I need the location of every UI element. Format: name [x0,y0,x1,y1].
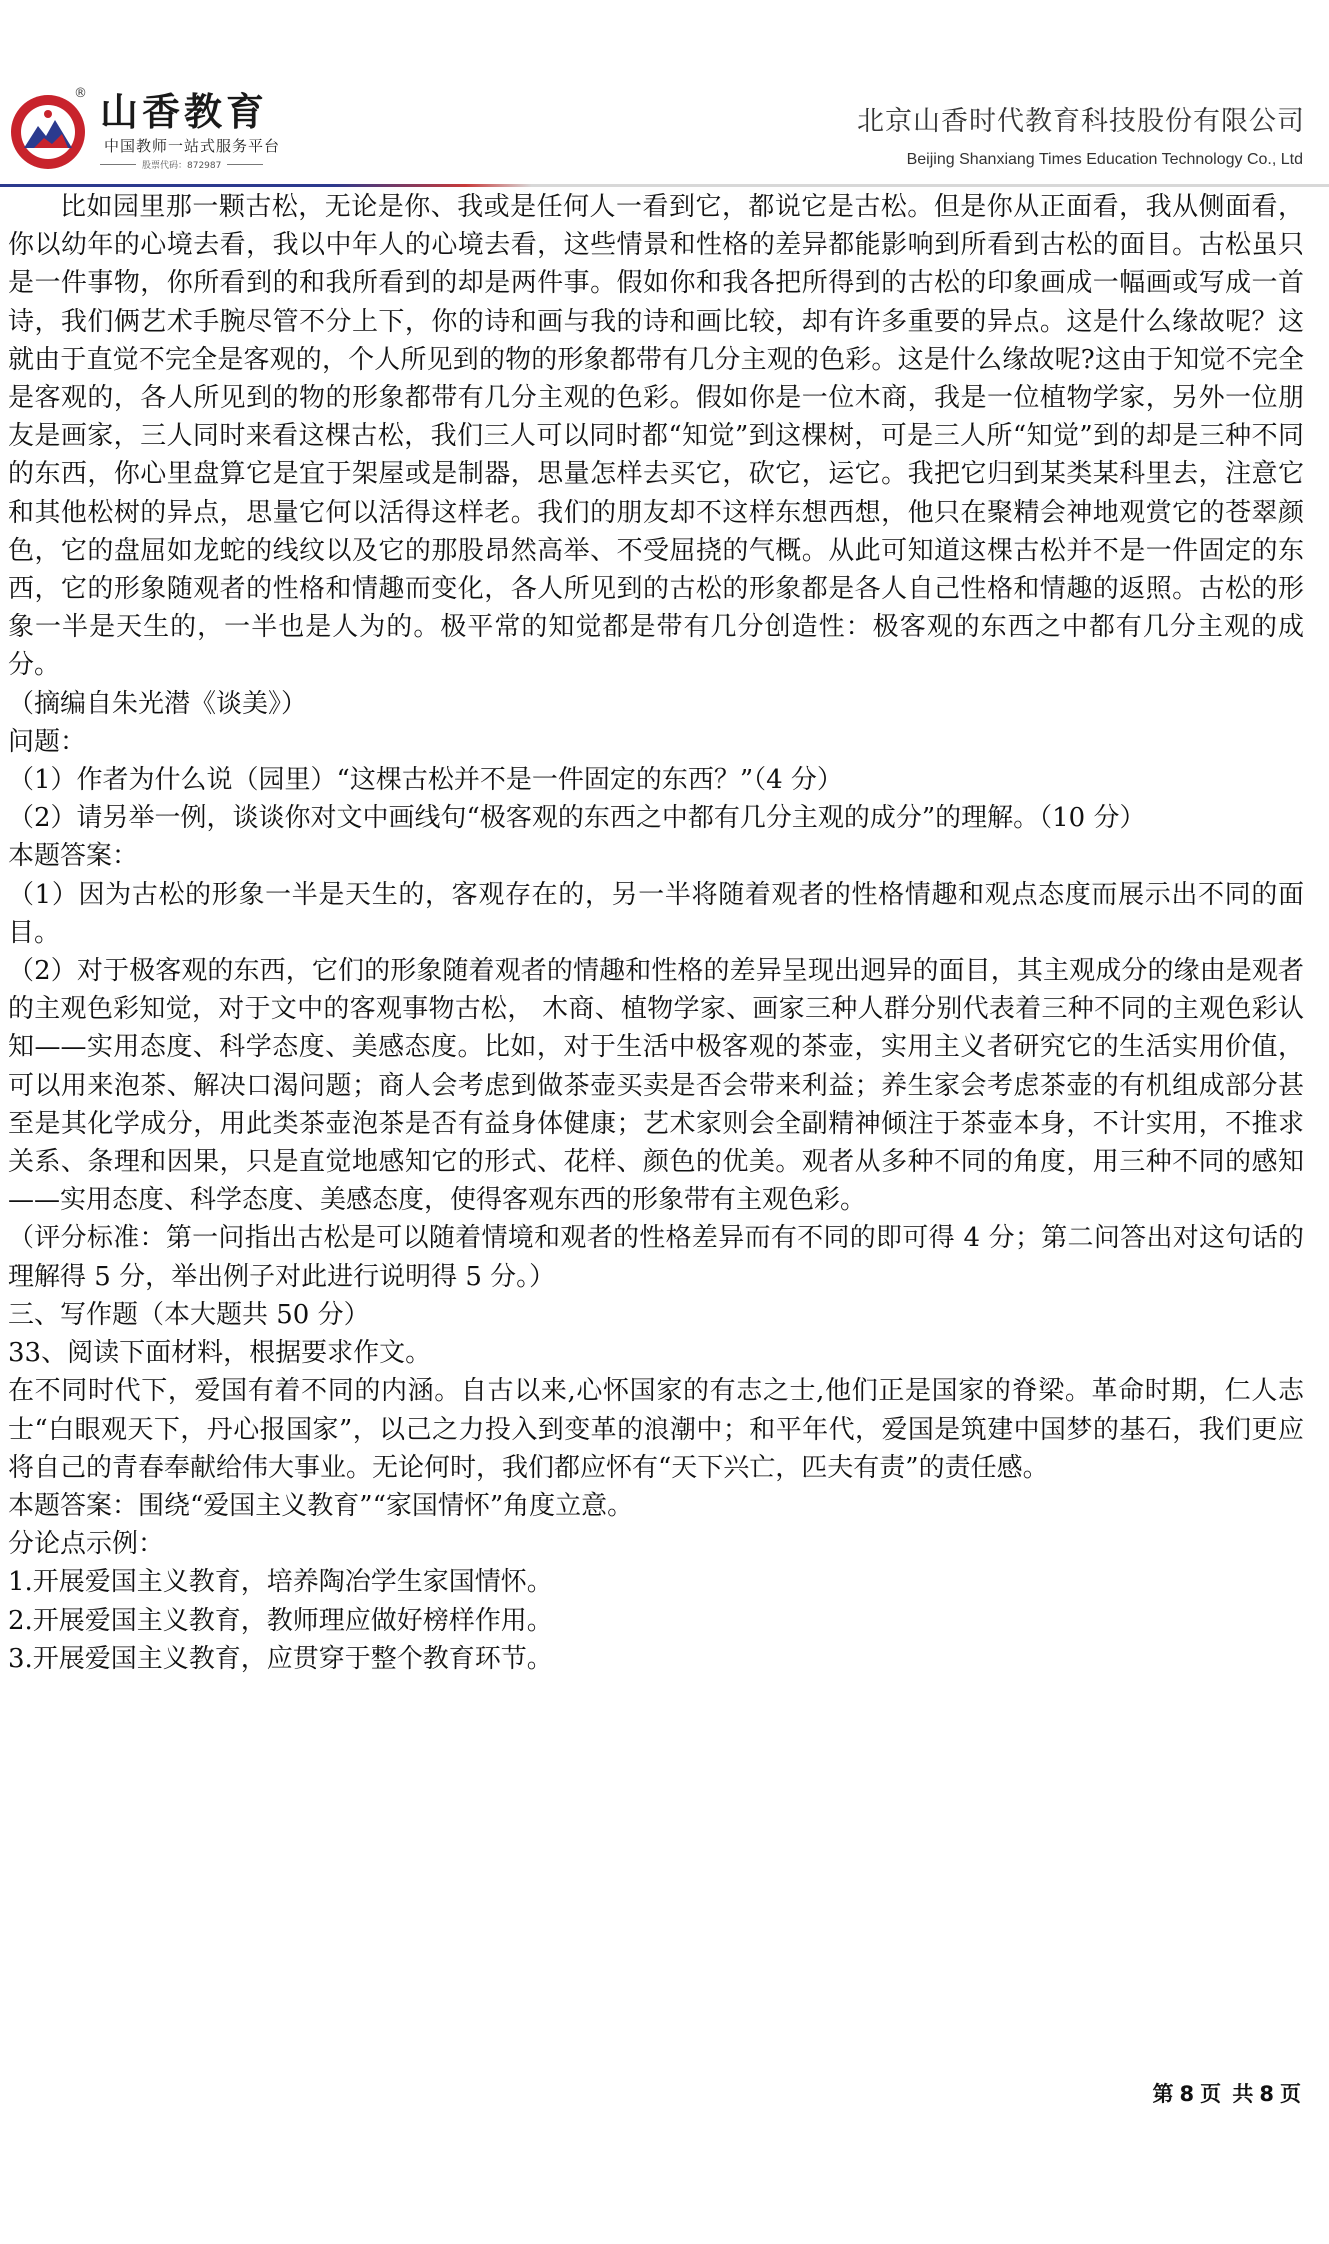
passage-source: （摘编自朱光潜《谈美》） [8,688,308,719]
answer-label: 本题答案： [8,841,139,872]
answer-1: （1）因为古松的形象一半是天生的，客观存在的，另一半将随着观者的性格情趣和观点态度而展示出不同的面目。 [8,879,1304,948]
question-2: （2）请另举一例，谈谈你对文中画线句“极客观的东西之中都有几分主观的成分”的理解。（10 分） [8,803,1146,834]
company-name-en: Beijing Shanxiang Times Education Technology Co., Ltd [906,151,1303,168]
stock-code [100,158,300,171]
page-number [1150,2078,1305,2108]
brand-tagline: 中国教师一站式服务平台 [104,137,281,155]
stock-code-text: 股票代码：872987 [142,161,222,171]
page-prefix: 第 [1152,2082,1176,2106]
questions-label: 问题： [8,726,87,757]
writing-material: 在不同时代下，爱国有着不同的内涵。自古以来,心怀国家的有志之士,他们正是国家的脊梁。革命时期，仁人志士“白眼观天下，丹心报国家”，以己之力投入到变革的浪潮中；和平年代，爱国是筑建中国梦的基石，我们更应将自己的青春奉献给伟大事业。无论何时，我们都应怀有“天下兴亡，匹夫有责”的责任感。 [8,1376,1304,1483]
total-pages: 8 [1259,2082,1276,2106]
scoring-criteria: （评分标准：第一问指出古松是可以随着情境和观者的性格差异而有不同的即可得 4 分；第二问答出对这句话的理解得 5 分，举出例子对此进行说明得 5 分。） [8,1223,1304,1292]
points-label: 分论点示例： [8,1529,165,1560]
section-3-heading: 三、写作题（本大题共 50 分） [8,1299,370,1330]
page-suffix: 页 [1280,2082,1303,2106]
current-page: 8 [1179,2082,1197,2106]
list-item: 2.开展爱国主义教育，教师理应做好榜样作用。 [8,1605,553,1636]
passage-paragraph: 比如园里那一颗古松，无论是你、我或是任何人一看到它，都说它是古松。但是你从正面看，我从侧面看，你以幼年的心境去看，我以中年人的心境去看，这些情景和性格的差异都能影响到所看到古松的面目。古松虽只是一件事物，你所看到的和我所看到的却是两件事。假如你和我各把所得到的古松的印象画成一幅画或写成一首诗，我们俩艺术手腕尽管不分上下，你的诗和画与我的诗和画比较，却有许多重要的异点。这是什么缘故呢？这就由于直觉不完全是客观的，个人所见到的物的形象都带有几分主观的色彩。这是什么缘故呢?这由于知觉不完全是客观的，各人所见到的物的形象都带有几分主观的色彩。假如你是一位木商，我是一位植物学家，另外一位朋友是画家，三人同时来看这棵古松，我们三人可以同时都“知觉”到这棵树，可是三人所“知觉”到的却是三种不同的东西，你心里盘算它是宜于架屋或是制器，思量怎样去买它，砍它，运它。我把它归到某类某科里去，注意它和其他松树的异点，思量它何以活得这样老。我们的朋友却不这样东想西想，他只在聚精会神地观赏它的苍翠颜色，它的盘屈如龙蛇的线纹以及它的那股昂然高举、不受屈挠的气概。从此可知道这棵古松并不是一件固定的东西，它的形象随观者的性格和情趣而变化，各人所见到的古松的形象都是各人自己性格和情趣的返照。古松的形象一半是天生的，一半也是人为的。极平常的知觉都是带有几分创造性：极客观的东西之中都有几分主观的成分。 [8,192,1304,681]
list-item: 1.开展爱国主义教育，培养陶冶学生家国情怀。 [8,1567,553,1598]
question-1: （1）作者为什么说（园里）“这棵古松并不是一件固定的东西？”（4 分） [8,765,843,796]
stock-code-rule-left [100,164,136,165]
answer-2: （2）对于极客观的东西，它们的形象随着观者的情趣和性格的差异呈现出迥异的面目，其主观成分的缘由是观者的主观色彩知觉，对于文中的客观事物古松， 木商、植物学家、画家三种人群分别代表着三种不同的主观色彩认知——实用态度、科学态度、美感态度。比如，对于生活中极客观的茶壶，实用主义者研究它的生活实用价值，可以用来泡茶、解决口渴问题；商人会考虑到做茶壶买卖是否会带来利益；养生家会考虑茶壶的有机组成部分甚至是其化学成分，用此类茶壶泡茶是否有益身体健康；艺术家则会全副精神倾注于茶壶本身，不计实用，不推求关系、条理和因果，只是直觉地感知它的形式、花样、颜色的优美。观者从多种不同的角度，用三种不同的感知——实用态度、科学态度、美感态度，使得客观东西的形象带有主观色彩。 [8,956,1304,1216]
header-divider [0,184,1329,187]
shanxiang-logo-icon [8,92,88,172]
document-body [8,188,1304,1678]
answer-33: 本题答案：围绕“爱国主义教育”“家国情怀”角度立意。 [8,1490,634,1521]
page-header [0,0,1329,190]
list-item: 3.开展爱国主义教育，应贯穿于整个教育环节。 [8,1643,553,1674]
brand-name: 山香教育 [100,90,269,134]
page-mid: 页 共 [1200,2082,1256,2106]
registered-mark: ® [74,86,87,101]
stock-code-rule-right [227,164,263,165]
company-name-cn: 北京山香时代教育科技股份有限公司 [857,106,1305,137]
question-33: 33、阅读下面材料，根据要求作文。 [8,1338,432,1369]
